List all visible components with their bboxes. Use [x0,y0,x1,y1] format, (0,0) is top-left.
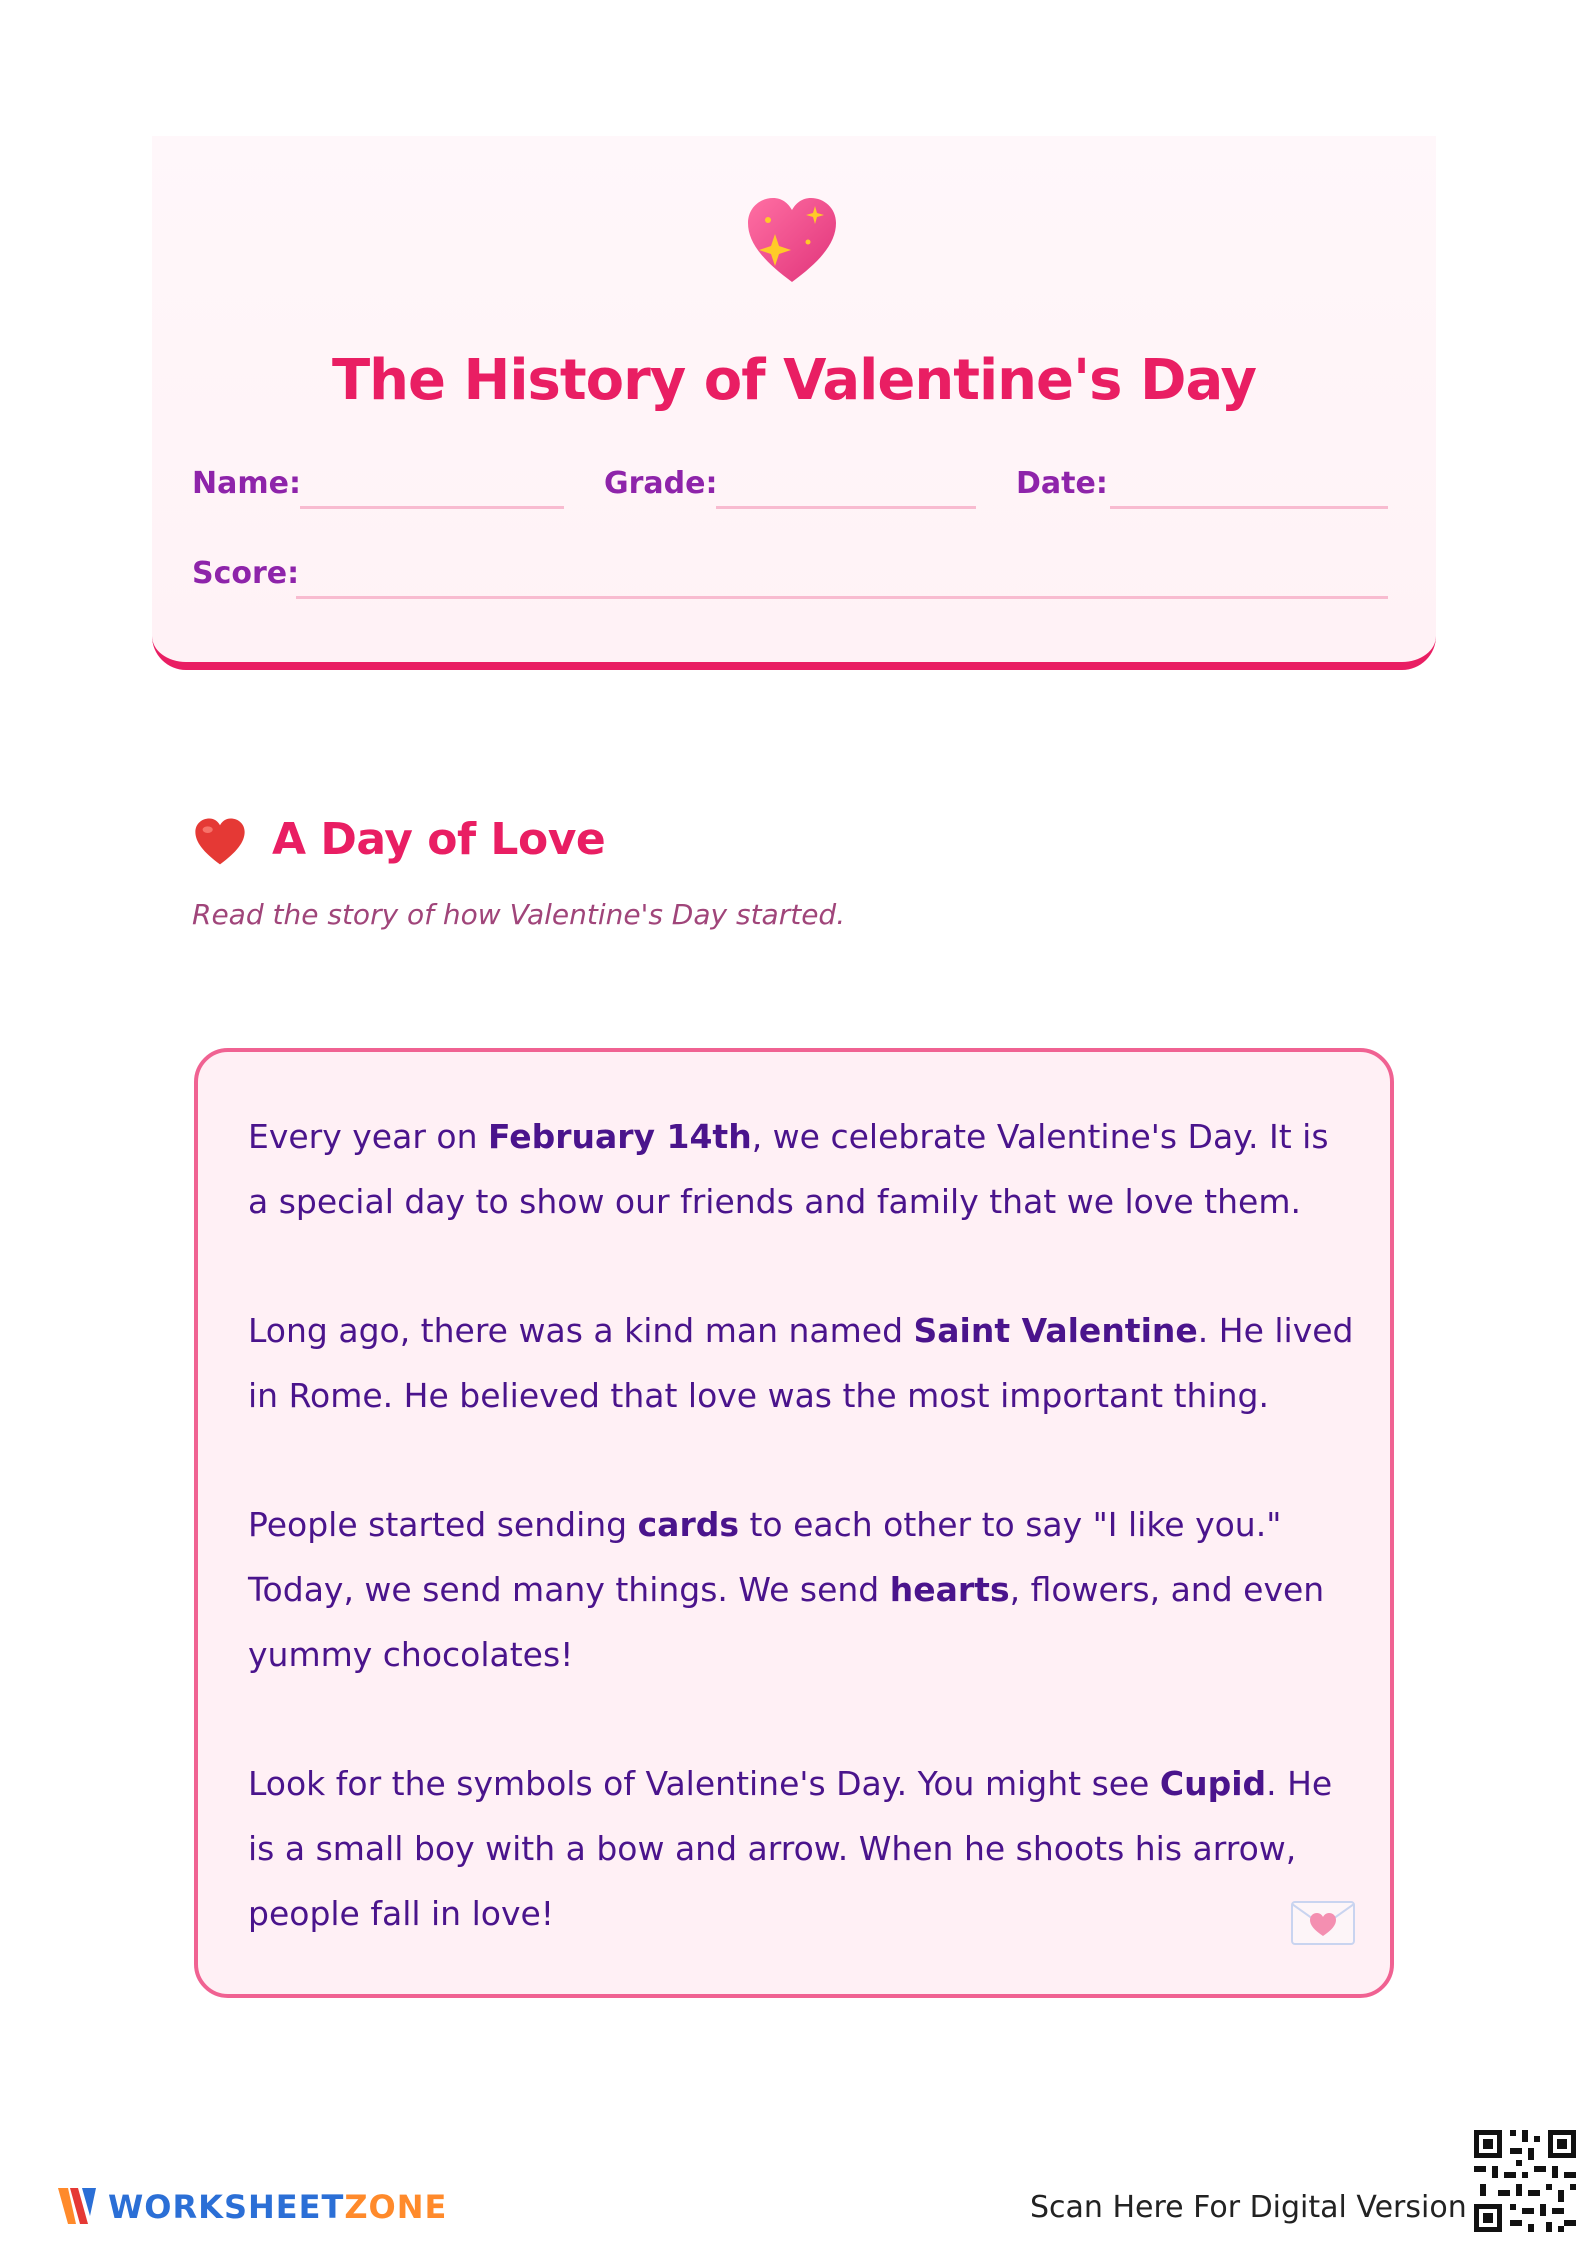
section-title: A Day of Love [272,814,606,865]
score-field[interactable] [296,596,1388,599]
story-paragraph-4: Look for the symbols of Valentine's Day. You might see Cupid. He is a small boy with a bow and arrow. When he shoots his arrow, people fall in love! [248,1764,1333,1933]
worksheetzone-logo-icon [56,2180,98,2232]
qr-code-icon[interactable] [1470,2126,1580,2236]
page-title: The History of Valentine's Day [331,348,1257,413]
story-paragraph-3: People started sending cards to each other to say "I like you." Today, we send many things. We send hearts, flowers, and even yummy chocolates! [248,1505,1325,1674]
story-text [248,1104,1358,2010]
grade-field[interactable] [716,506,976,509]
grade-label: Grade: [604,466,718,501]
score-label: Score: [192,556,300,591]
sparkling-heart-icon [742,190,842,290]
date-field[interactable] [1110,506,1388,509]
worksheetzone-logo-text: WORKSHEETZONE [108,2188,448,2226]
name-label: Name: [192,466,301,501]
red-heart-icon [192,814,248,870]
name-field[interactable] [300,506,564,509]
story-paragraph-1: Every year on February 14th, we celebrate Valentine's Day. It is a special day to show our friends and family that we love them. [248,1117,1329,1221]
date-label: Date: [1016,466,1108,501]
love-letter-icon [1290,1900,1356,1946]
scan-text: Scan Here For Digital Version [1030,2190,1467,2225]
story-paragraph-2: Long ago, there was a kind man named Saint Valentine. He lived in Rome. He believed that love was the most important thing. [248,1311,1354,1415]
section-subtitle: Read the story of how Valentine's Day started. [192,898,846,931]
